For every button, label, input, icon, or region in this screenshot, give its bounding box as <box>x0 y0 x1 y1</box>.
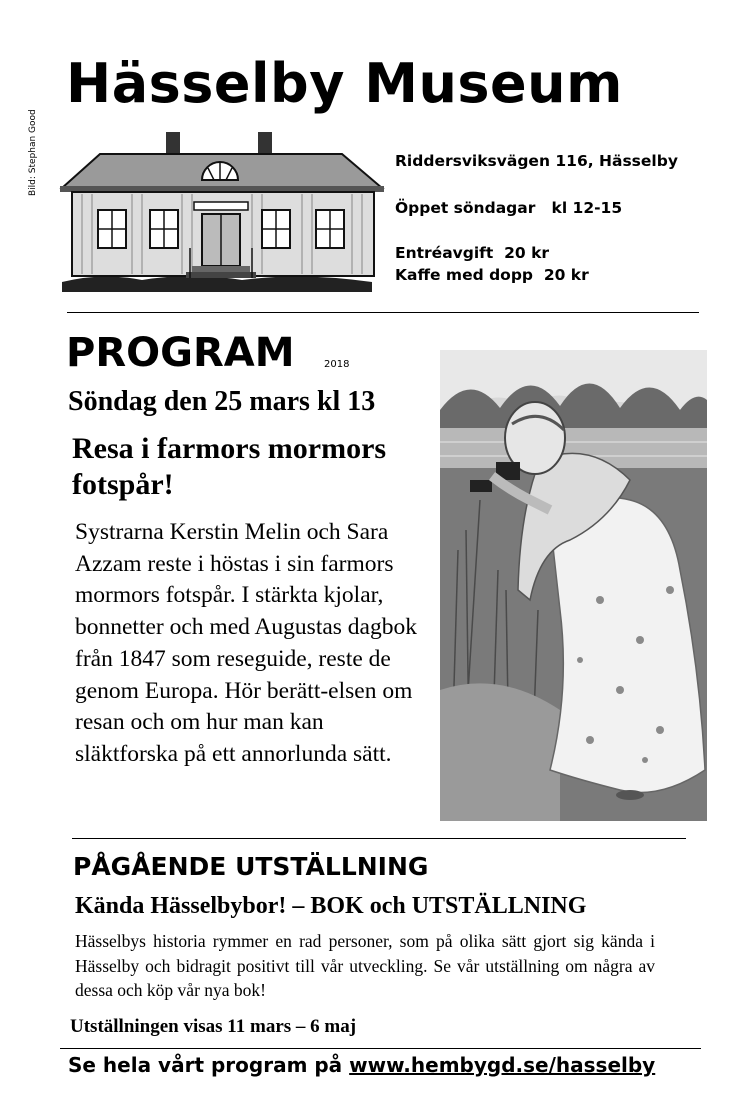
divider <box>60 1048 701 1049</box>
entry-fee-text: Entréavgift 20 kr <box>395 244 550 262</box>
program-website-link[interactable]: www.hembygd.se/hasselby <box>349 1053 656 1077</box>
program-heading: PROGRAM <box>66 330 295 376</box>
photo-credit: Bild: Stephan Good <box>28 109 38 196</box>
event-description: Systrarna Kerstin Melin och Sara Azzam reste i höstas i sin farmors mormors fotspår. I stärkta kjolar, bonnetter och med Augustas dagbok från 1847 som reseguide, reste de genom Europa. Hör berätt-elsen om resan och om hur man kan släktforska på ett annorlunda sätt. <box>75 519 417 767</box>
event-title: Resa i farmors mormors fotspår! <box>72 432 387 501</box>
exhibition-heading: PÅGÅENDE UTSTÄLLNING <box>73 852 429 881</box>
exhibition-title: Kända Hässelbybor! – BOK och UTSTÄLLNING <box>75 893 587 919</box>
address-text: Riddersviksvägen 116, Hässelby <box>395 152 678 170</box>
footer-text <box>68 1053 655 1077</box>
opening-hours-text: Öppet söndagar kl 12-15 <box>395 199 623 217</box>
museum-building-illustration <box>42 122 392 294</box>
exhibition-description: Hässelbys historia rymmer en rad personer, som på olika sätt gjort sig kända i Hässelby och bidragit positivt till vår utveckling. Se vår utställning om några av dessa och köp vår nya bok! <box>75 931 655 1000</box>
coffee-price-text: Kaffe med dopp 20 kr <box>395 266 589 284</box>
divider <box>72 838 686 839</box>
divider <box>67 312 699 313</box>
museum-title: Hässelby Museum <box>66 52 623 115</box>
footer-prefix: Se hela vårt program på <box>68 1053 350 1077</box>
program-year: 2018 <box>324 359 350 370</box>
exhibition-dates: Utställningen visas 11 mars – 6 maj <box>70 1016 357 1037</box>
woman-photographing-photo <box>440 350 707 821</box>
event-date: Söndag den 25 mars kl 13 <box>68 386 376 417</box>
